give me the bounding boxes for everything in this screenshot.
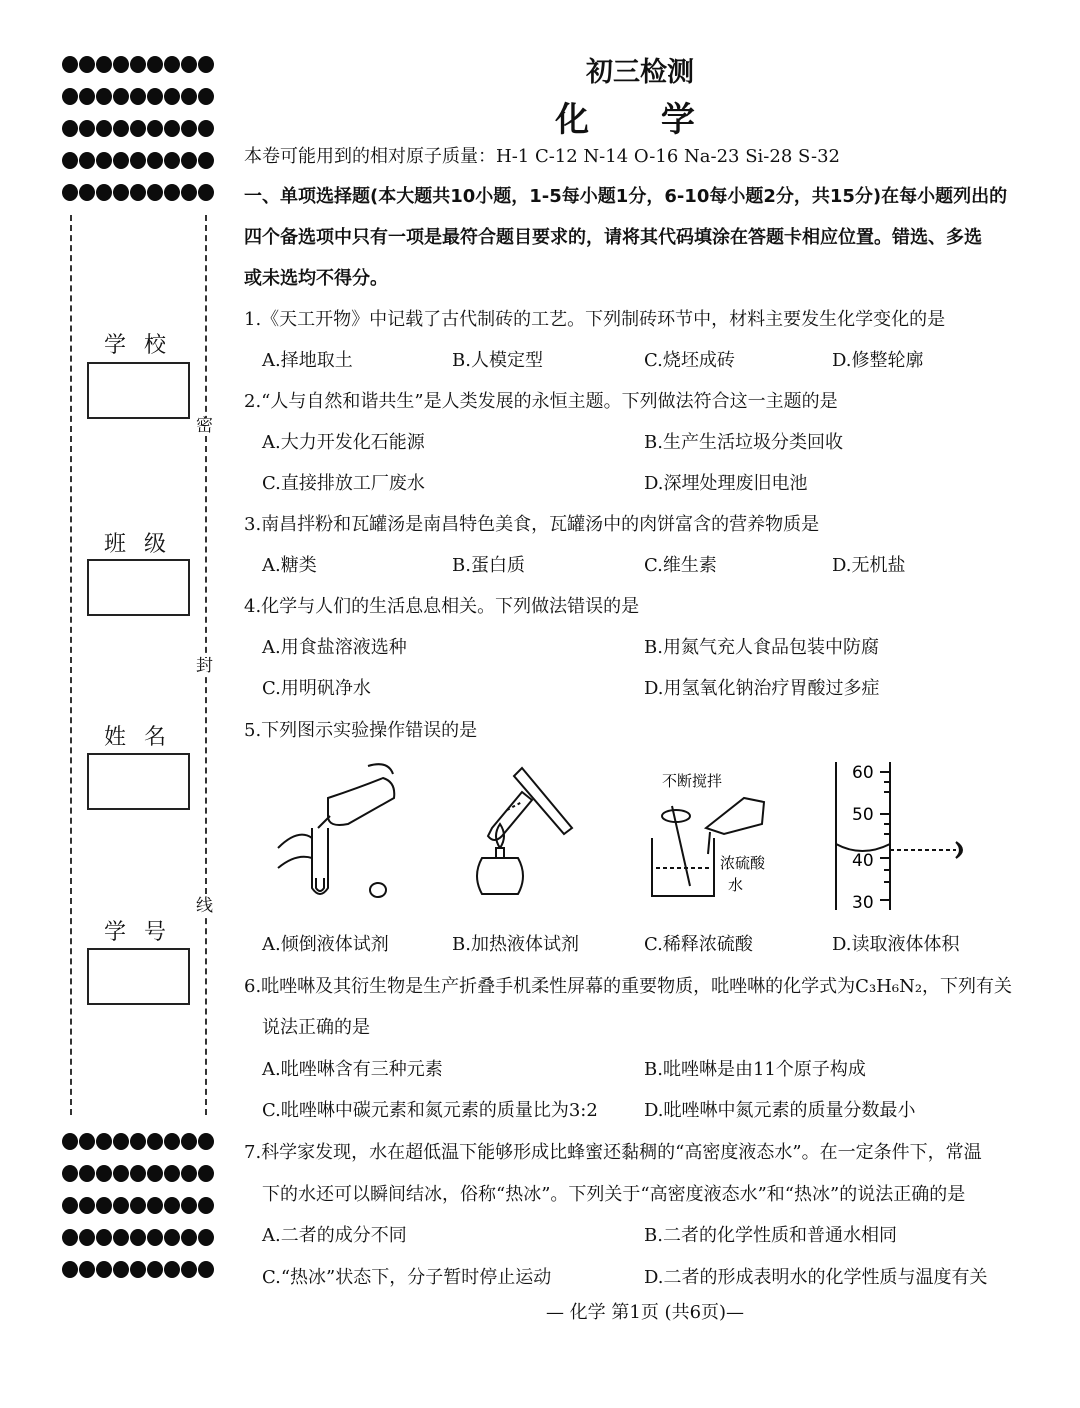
student-id-label: 学号: [104, 920, 185, 945]
q3-option-a[interactable]: A.糖类: [262, 555, 317, 576]
school-label: 学校: [104, 333, 185, 358]
question-7-stem: 7.科学家发现，水在超低温下能够形成比蜂蜜还黏稠的“高密度液态水”。在一定条件下，常温: [244, 1142, 982, 1163]
beaker: [652, 838, 714, 896]
school-field[interactable]: [87, 362, 190, 419]
student-id-field[interactable]: [87, 948, 190, 1005]
q6-option-a[interactable]: A.吡唑啉含有三种元素: [262, 1059, 443, 1080]
name-field[interactable]: [87, 753, 190, 810]
q4-option-a[interactable]: A.用食盐溶液选种: [262, 637, 407, 658]
q3-option-d[interactable]: D.无机盐: [832, 555, 906, 576]
bottle-stopper: [370, 883, 386, 897]
meniscus: [836, 844, 890, 851]
figure-heat-liquid: [452, 758, 592, 908]
test-tube: [312, 828, 328, 894]
label-water: 水: [728, 876, 744, 894]
q1-option-c[interactable]: C.烧坯成砖: [644, 350, 735, 371]
dot-row: [62, 1133, 215, 1153]
q6-option-b[interactable]: B.吡唑啉是由11个原子构成: [644, 1059, 866, 1080]
q3-option-b[interactable]: B.蛋白质: [452, 555, 525, 576]
name-label: 姓名: [104, 725, 185, 750]
tick-label: 40: [852, 851, 874, 871]
class-field[interactable]: [87, 559, 190, 616]
tick-label: 30: [852, 893, 874, 913]
eye-icon: [956, 842, 962, 858]
question-1-stem: 1.《天工开物》中记载了古代制砖的工艺。下列制砖环节中，材料主要发生化学变化的是: [244, 309, 946, 330]
test-tube: [488, 792, 532, 840]
question-6-stem: 说法正确的是: [262, 1017, 370, 1038]
left-dashed-line: [70, 215, 72, 1115]
page-footer: — 化学 第1页 (共6页)—: [545, 1302, 745, 1323]
figure-read-volume: [826, 758, 986, 914]
q7-option-b[interactable]: B.二者的化学性质和普通水相同: [644, 1225, 897, 1246]
glass-rod: [672, 806, 690, 886]
label-stir: 不断搅拌: [662, 772, 723, 790]
q7-option-c[interactable]: C.“热冰”状态下，分子暂时停止运动: [262, 1267, 552, 1288]
q5-option-a[interactable]: A.倾倒液体试剂: [262, 934, 389, 955]
q1-option-b[interactable]: B.人模定型: [452, 350, 543, 371]
dot-row: [62, 1165, 215, 1185]
section-instructions: 四个备选项中只有一项是最符合题目要求的，请将其代码填涂在答题卡相应位置。错选、多选: [244, 227, 982, 248]
q5-option-d[interactable]: D.读取液体体积: [832, 934, 960, 955]
hand: [278, 835, 312, 868]
seal-char-xian: 线: [196, 896, 213, 916]
seal-char-feng: 封: [196, 656, 213, 676]
atomic-masses: 本卷可能用到的相对原子质量：H-1 C-12 N-14 O-16 Na-23 Si-28 S-32: [244, 146, 840, 167]
tick-label: 60: [852, 763, 874, 783]
question-2-stem: 2.“人与自然和谐共生”是人类发展的永恒主题。下列做法符合这一主题的是: [244, 391, 838, 412]
dot-row: [62, 1197, 215, 1217]
q4-option-d[interactable]: D.用氢氧化钠治疗胃酸过多症: [644, 678, 880, 699]
test-tube-holder: [514, 768, 572, 834]
dot-row: [62, 184, 215, 204]
q7-option-a[interactable]: A.二者的成分不同: [262, 1225, 407, 1246]
q3-option-c[interactable]: C.维生素: [644, 555, 717, 576]
question-4-stem: 4.化学与人们的生活息息相关。下列做法错误的是: [244, 596, 640, 617]
acid-bottle: [706, 798, 764, 834]
question-6-stem: 6.吡唑啉及其衍生物是生产折叠手机柔性屏幕的重要物质，吡唑啉的化学式为C₃H₆N₂，下列有关: [244, 976, 1013, 997]
figure-pour-liquid: [268, 758, 408, 908]
q2-option-b[interactable]: B.生产生活垃圾分类回收: [644, 432, 843, 453]
q6-option-d[interactable]: D.吡唑啉中氮元素的质量分数最小: [644, 1100, 916, 1121]
subject-title: 化 学: [555, 100, 725, 140]
q5-option-b[interactable]: B.加热液体试剂: [452, 934, 579, 955]
q2-option-d[interactable]: D.深埋处理废旧电池: [644, 473, 808, 494]
dot-row: [62, 152, 215, 172]
question-3-stem: 3.南昌拌粉和瓦罐汤是南昌特色美食，瓦罐汤中的肉饼富含的营养物质是: [244, 514, 820, 535]
question-5-stem: 5.下列图示实验操作错误的是: [244, 720, 478, 741]
figure-dilute-acid: [632, 758, 792, 908]
exam-title: 初三检测: [586, 57, 694, 88]
q5-option-c[interactable]: C.稀释浓硫酸: [644, 934, 753, 955]
question-7-stem: 下的水还可以瞬间结冰，俗称“热冰”。下列关于“高密度液态水”和“热冰”的说法正确的是: [262, 1184, 966, 1205]
q1-option-d[interactable]: D.修整轮廓: [832, 350, 924, 371]
label-acid: 浓硫酸: [720, 854, 766, 872]
section-instructions: 或未选均不得分。: [244, 268, 388, 289]
q2-option-c[interactable]: C.直接排放工厂废水: [262, 473, 425, 494]
q4-option-b[interactable]: B.用氮气充人食品包装中防腐: [644, 637, 879, 658]
tick-label: 50: [852, 805, 874, 825]
q2-option-a[interactable]: A.大力开发化石能源: [262, 432, 425, 453]
q6-option-c[interactable]: C.吡唑啉中碳元素和氮元素的质量比为3:2: [262, 1100, 598, 1121]
q4-option-c[interactable]: C.用明矾净水: [262, 678, 371, 699]
q1-option-a[interactable]: A.择地取土: [262, 350, 353, 371]
seal-char-mi: 密: [196, 416, 213, 436]
reagent-bottle: [328, 778, 394, 825]
dot-row: [62, 1229, 215, 1249]
alcohol-lamp: [477, 858, 523, 894]
section-instructions: 一、单项选择题(本大题共10小题，1-5每小题1分，6-10每小题2分，共15分)在每小题列出的: [244, 186, 1008, 207]
q7-option-d[interactable]: D.二者的形成表明水的化学性质与温度有关: [644, 1267, 988, 1288]
dot-row: [62, 1261, 215, 1281]
class-label: 班级: [104, 532, 185, 557]
